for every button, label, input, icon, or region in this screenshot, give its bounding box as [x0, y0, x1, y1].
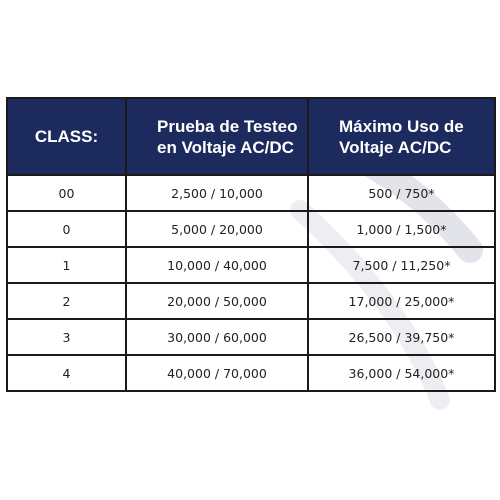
header-row [7, 98, 495, 175]
cell-class: 0 [7, 211, 126, 247]
cell-class: 00 [7, 175, 126, 211]
cell-max-voltage: 17,000 / 25,000* [308, 283, 495, 319]
cell-test-voltage: 30,000 / 60,000 [126, 319, 308, 355]
cell-test-voltage: 40,000 / 70,000 [126, 355, 308, 391]
header-max-line2: Voltaje AC/DC [339, 137, 452, 157]
cell-max-voltage: 26,500 / 39,750* [308, 319, 495, 355]
cell-test-voltage: 10,000 / 40,000 [126, 247, 308, 283]
cell-max-voltage: 7,500 / 11,250* [308, 247, 495, 283]
table-row [7, 175, 495, 211]
table-row [7, 283, 495, 319]
header-test-line1: Prueba de Testeo [157, 116, 298, 136]
header-class [7, 98, 126, 175]
header-max-line1: Máximo Uso de [339, 116, 464, 136]
cell-class: 2 [7, 283, 126, 319]
table-row [7, 319, 495, 355]
cell-max-voltage: 36,000 / 54,000* [308, 355, 495, 391]
header-class-label: CLASS: [34, 127, 99, 146]
header-max-voltage [308, 98, 495, 175]
table-row [7, 247, 495, 283]
table-row [7, 211, 495, 247]
cell-class: 3 [7, 319, 126, 355]
cell-test-voltage: 2,500 / 10,000 [126, 175, 308, 211]
cell-class: 1 [7, 247, 126, 283]
voltage-class-table [6, 97, 496, 392]
cell-test-voltage: 20,000 / 50,000 [126, 283, 308, 319]
header-test-line2: en Voltaje AC/DC [157, 137, 294, 157]
header-test-voltage [126, 98, 308, 175]
voltage-class-table-container [6, 97, 494, 392]
table-row [7, 355, 495, 391]
cell-class: 4 [7, 355, 126, 391]
cell-test-voltage: 5,000 / 20,000 [126, 211, 308, 247]
cell-max-voltage: 1,000 / 1,500* [308, 211, 495, 247]
cell-max-voltage: 500 / 750* [308, 175, 495, 211]
